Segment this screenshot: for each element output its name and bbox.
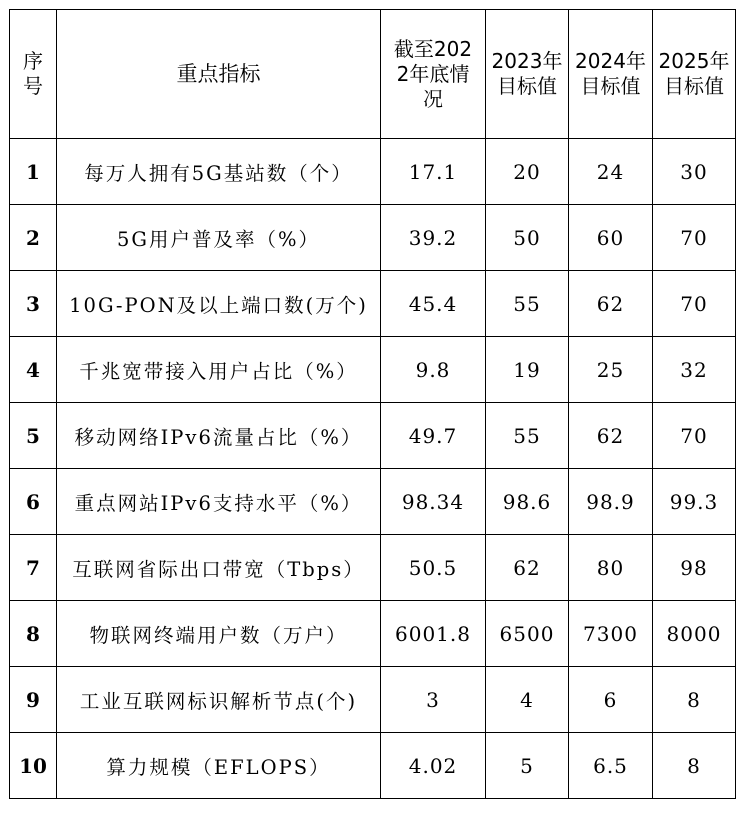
row-target-2023: 98.6 [486,469,569,535]
row-index: 1 [10,139,57,205]
row-target-2024: 24 [569,139,653,205]
row-target-2023: 5 [486,733,569,799]
table-row [10,601,736,667]
row-target-2023: 55 [486,403,569,469]
row-indicator-name: 算力规模（EFLOPS） [57,733,381,799]
row-baseline-value: 98.34 [381,469,486,535]
row-target-2023: 55 [486,271,569,337]
row-index: 6 [10,469,57,535]
table-header-row [10,10,736,139]
row-baseline-value: 6001.8 [381,601,486,667]
row-target-2025: 8 [653,667,736,733]
table-row [10,469,736,535]
row-target-2024: 98.9 [569,469,653,535]
row-indicator-name: 移动网络IPv6流量占比（%） [57,403,381,469]
row-baseline-value: 17.1 [381,139,486,205]
header-target-2024: 2024年目标值 [569,10,653,139]
table-row [10,205,736,271]
row-target-2025: 70 [653,271,736,337]
row-index: 4 [10,337,57,403]
row-baseline-value: 9.8 [381,337,486,403]
row-target-2023: 4 [486,667,569,733]
row-index: 7 [10,535,57,601]
row-target-2024: 60 [569,205,653,271]
table-row [10,337,736,403]
row-target-2023: 6500 [486,601,569,667]
row-index: 5 [10,403,57,469]
row-indicator-name: 工业互联网标识解析节点(个) [57,667,381,733]
header-target-2025: 2025年目标值 [653,10,736,139]
header-indicator-name: 重点指标 [57,10,381,139]
header-index: 序号 [10,10,57,139]
row-target-2023: 50 [486,205,569,271]
row-target-2024: 25 [569,337,653,403]
table-row [10,667,736,733]
header-target-2023: 2023年目标值 [486,10,569,139]
table-row [10,733,736,799]
row-target-2024: 6 [569,667,653,733]
row-target-2023: 20 [486,139,569,205]
row-index: 10 [10,733,57,799]
row-target-2025: 70 [653,205,736,271]
row-indicator-name: 5G用户普及率（%） [57,205,381,271]
row-baseline-value: 39.2 [381,205,486,271]
table-row [10,139,736,205]
row-baseline-value: 49.7 [381,403,486,469]
row-target-2025: 30 [653,139,736,205]
table-row [10,403,736,469]
table-row [10,271,736,337]
row-target-2025: 99.3 [653,469,736,535]
row-target-2024: 62 [569,271,653,337]
row-target-2024: 7300 [569,601,653,667]
row-target-2024: 6.5 [569,733,653,799]
row-indicator-name: 每万人拥有5G基站数（个） [57,139,381,205]
row-index: 2 [10,205,57,271]
row-index: 8 [10,601,57,667]
row-indicator-name: 千兆宽带接入用户占比（%） [57,337,381,403]
table-row [10,535,736,601]
row-baseline-value: 3 [381,667,486,733]
row-baseline-value: 50.5 [381,535,486,601]
row-target-2025: 8000 [653,601,736,667]
row-target-2023: 19 [486,337,569,403]
row-baseline-value: 45.4 [381,271,486,337]
row-index: 9 [10,667,57,733]
row-target-2023: 62 [486,535,569,601]
row-target-2024: 80 [569,535,653,601]
row-baseline-value: 4.02 [381,733,486,799]
row-target-2025: 8 [653,733,736,799]
row-index: 3 [10,271,57,337]
key-indicators-table [9,9,736,799]
row-target-2024: 62 [569,403,653,469]
header-baseline-2022: 截至2022年底情况 [381,10,486,139]
row-indicator-name: 物联网终端用户数（万户） [57,601,381,667]
row-target-2025: 32 [653,337,736,403]
row-target-2025: 98 [653,535,736,601]
row-indicator-name: 10G-PON及以上端口数(万个) [57,271,381,337]
row-indicator-name: 互联网省际出口带宽（Tbps） [57,535,381,601]
row-target-2025: 70 [653,403,736,469]
row-indicator-name: 重点网站IPv6支持水平（%） [57,469,381,535]
